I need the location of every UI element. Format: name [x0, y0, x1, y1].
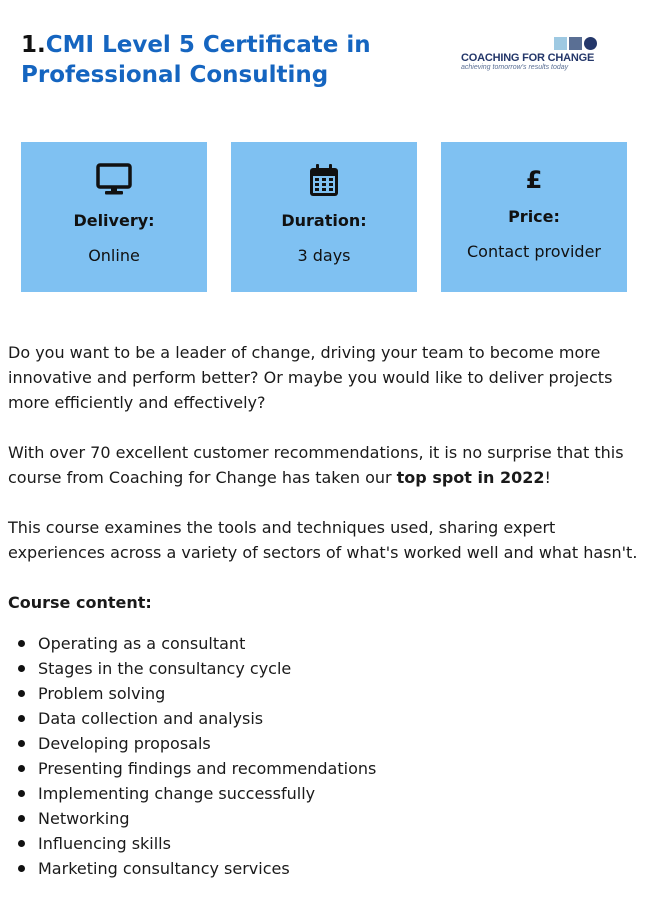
logo-mark: [461, 37, 597, 50]
list-item: [8, 706, 640, 731]
list-item-text: Developing proposals: [38, 734, 211, 753]
duration-card: [231, 142, 417, 292]
price-value: Contact provider: [467, 242, 601, 261]
course-header: [21, 30, 441, 90]
list-item-text: Marketing consultancy services: [38, 859, 290, 878]
list-item: [8, 856, 640, 881]
top-spot-highlight: top spot in 2022: [396, 468, 545, 487]
course-description: [8, 340, 640, 881]
bullet-icon: [18, 765, 25, 772]
list-item: [8, 831, 640, 856]
list-item-text: Presenting findings and recommendations: [38, 759, 377, 778]
list-item: [8, 806, 640, 831]
monitor-icon: [21, 162, 207, 198]
list-item: [8, 681, 640, 706]
list-item: [8, 781, 640, 806]
delivery-label: Delivery:: [73, 211, 155, 230]
logo-circle-dark: [584, 37, 597, 50]
course-content-heading: Course content:: [8, 593, 152, 612]
course-title: [21, 30, 441, 90]
course-info-cards: [21, 142, 627, 292]
delivery-card: [21, 142, 207, 292]
list-item-text: Implementing change successfully: [38, 784, 316, 803]
bullet-icon: [18, 665, 25, 672]
list-item: [8, 631, 640, 656]
logo-square-mid: [569, 37, 582, 50]
logo-square-light: [554, 37, 567, 50]
calendar-icon: [231, 162, 417, 198]
logo-name: COACHING FOR CHANGE: [461, 52, 595, 64]
list-item-text: Networking: [38, 809, 130, 828]
bullet-icon: [18, 690, 25, 697]
list-item: [8, 656, 640, 681]
duration-label: Duration:: [281, 211, 367, 230]
pound-icon: £: [525, 166, 543, 194]
delivery-value: Online: [88, 246, 140, 265]
bullet-icon: [18, 815, 25, 822]
bullet-icon: [18, 640, 25, 647]
duration-value: 3 days: [297, 246, 351, 265]
bullet-icon: [18, 865, 25, 872]
recommendation-text: With over 70 excellent customer recommendations, it is no surprise that this course from Coaching for Change has taken our: [8, 443, 624, 487]
course-number: 1.: [21, 32, 46, 58]
course-title-text: CMI Level 5 Certificate in Professional Consulting: [21, 32, 371, 88]
list-item-text: Operating as a consultant: [38, 634, 246, 653]
list-item-text: Influencing skills: [38, 834, 171, 853]
bullet-icon: [18, 715, 25, 722]
bullet-icon: [18, 840, 25, 847]
bullet-icon: [18, 740, 25, 747]
bullet-icon: [18, 790, 25, 797]
list-item-text: Stages in the consultancy cycle: [38, 659, 292, 678]
recommendation-paragraph: [8, 440, 640, 490]
price-card: [441, 142, 627, 292]
intro-paragraph: Do you want to be a leader of change, driving your team to become more innovative and perform better? Or maybe you would like to deliver projects more efficiently and effectively?: [8, 343, 613, 412]
course-content-list: [8, 631, 640, 881]
list-item: [8, 756, 640, 781]
list-item: [8, 731, 640, 756]
provider-logo: [461, 37, 611, 71]
price-label: Price:: [508, 207, 560, 226]
logo-tagline: achieving tomorrow's results today: [461, 64, 569, 71]
recommendation-end: !: [544, 468, 551, 487]
list-item-text: Problem solving: [38, 684, 166, 703]
techniques-paragraph: This course examines the tools and techniques used, sharing expert experiences across a variety of sectors of what's worked well and what hasn't.: [8, 518, 638, 562]
list-item-text: Data collection and analysis: [38, 709, 264, 728]
